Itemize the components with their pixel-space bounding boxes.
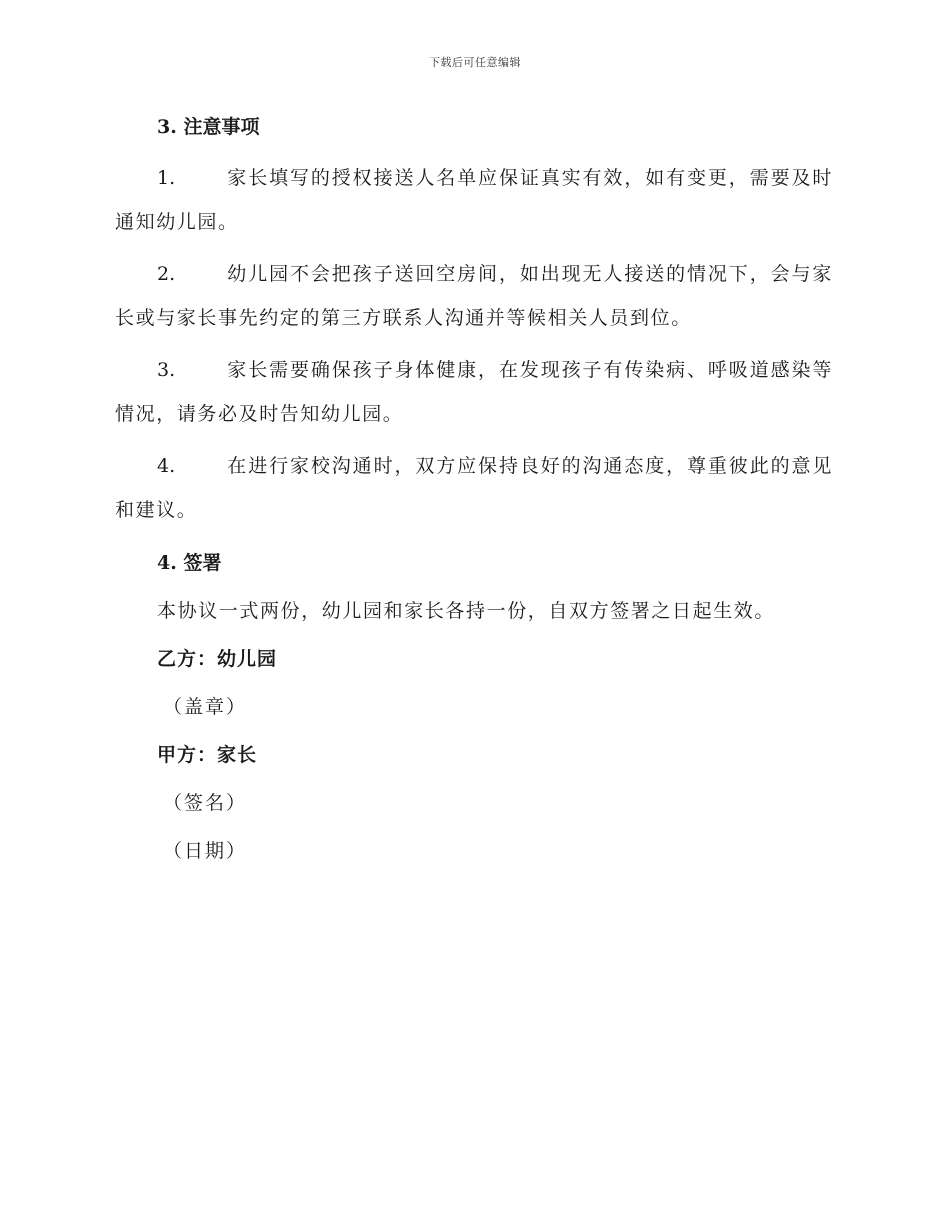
document-body — [115, 112, 833, 866]
signing-statement: 本协议一式两份，幼儿园和家长各持一份，自双方签署之日起生效。 — [157, 600, 776, 622]
party-a-label: 甲方：家长 — [157, 744, 258, 766]
party-b-label: 乙方：幼儿园 — [157, 648, 278, 670]
notice-item-2 — [115, 252, 833, 340]
notice-item-text: 幼儿园不会把孩子送回空房间，如出现无人接送的情况下，会与家长或与家长事先约定的第三方联系人沟通并等候相关人员到位。 — [115, 263, 833, 329]
notice-item-number: 2. — [157, 263, 176, 285]
section-3-title: 3. 注意事项 — [157, 116, 260, 138]
section-4-title: 4. 签署 — [157, 552, 222, 574]
notice-item-number: 3. — [157, 359, 176, 381]
notice-item-text: 在进行家校沟通时，双方应保持良好的沟通态度，尊重彼此的意见和建议。 — [115, 455, 833, 521]
notice-item-3 — [115, 348, 833, 436]
notice-item-number: 4. — [157, 455, 176, 477]
notice-item-number: 1. — [157, 167, 176, 189]
notice-item-text: 家长填写的授权接送人名单应保证真实有效，如有变更，需要及时通知幼儿园。 — [115, 167, 833, 233]
notice-item-4 — [115, 444, 833, 532]
party-b-seal: （盖章） — [163, 696, 248, 718]
party-a-signature: （签名） — [163, 792, 248, 814]
notice-item-1 — [115, 156, 833, 244]
notice-item-text: 家长需要确保孩子身体健康，在发现孩子有传染病、呼吸道感染等情况，请务必及时告知幼儿园。 — [115, 359, 833, 425]
page-header-note: 下载后可任意编辑 — [429, 56, 521, 69]
party-a-date: （日期） — [163, 840, 248, 862]
